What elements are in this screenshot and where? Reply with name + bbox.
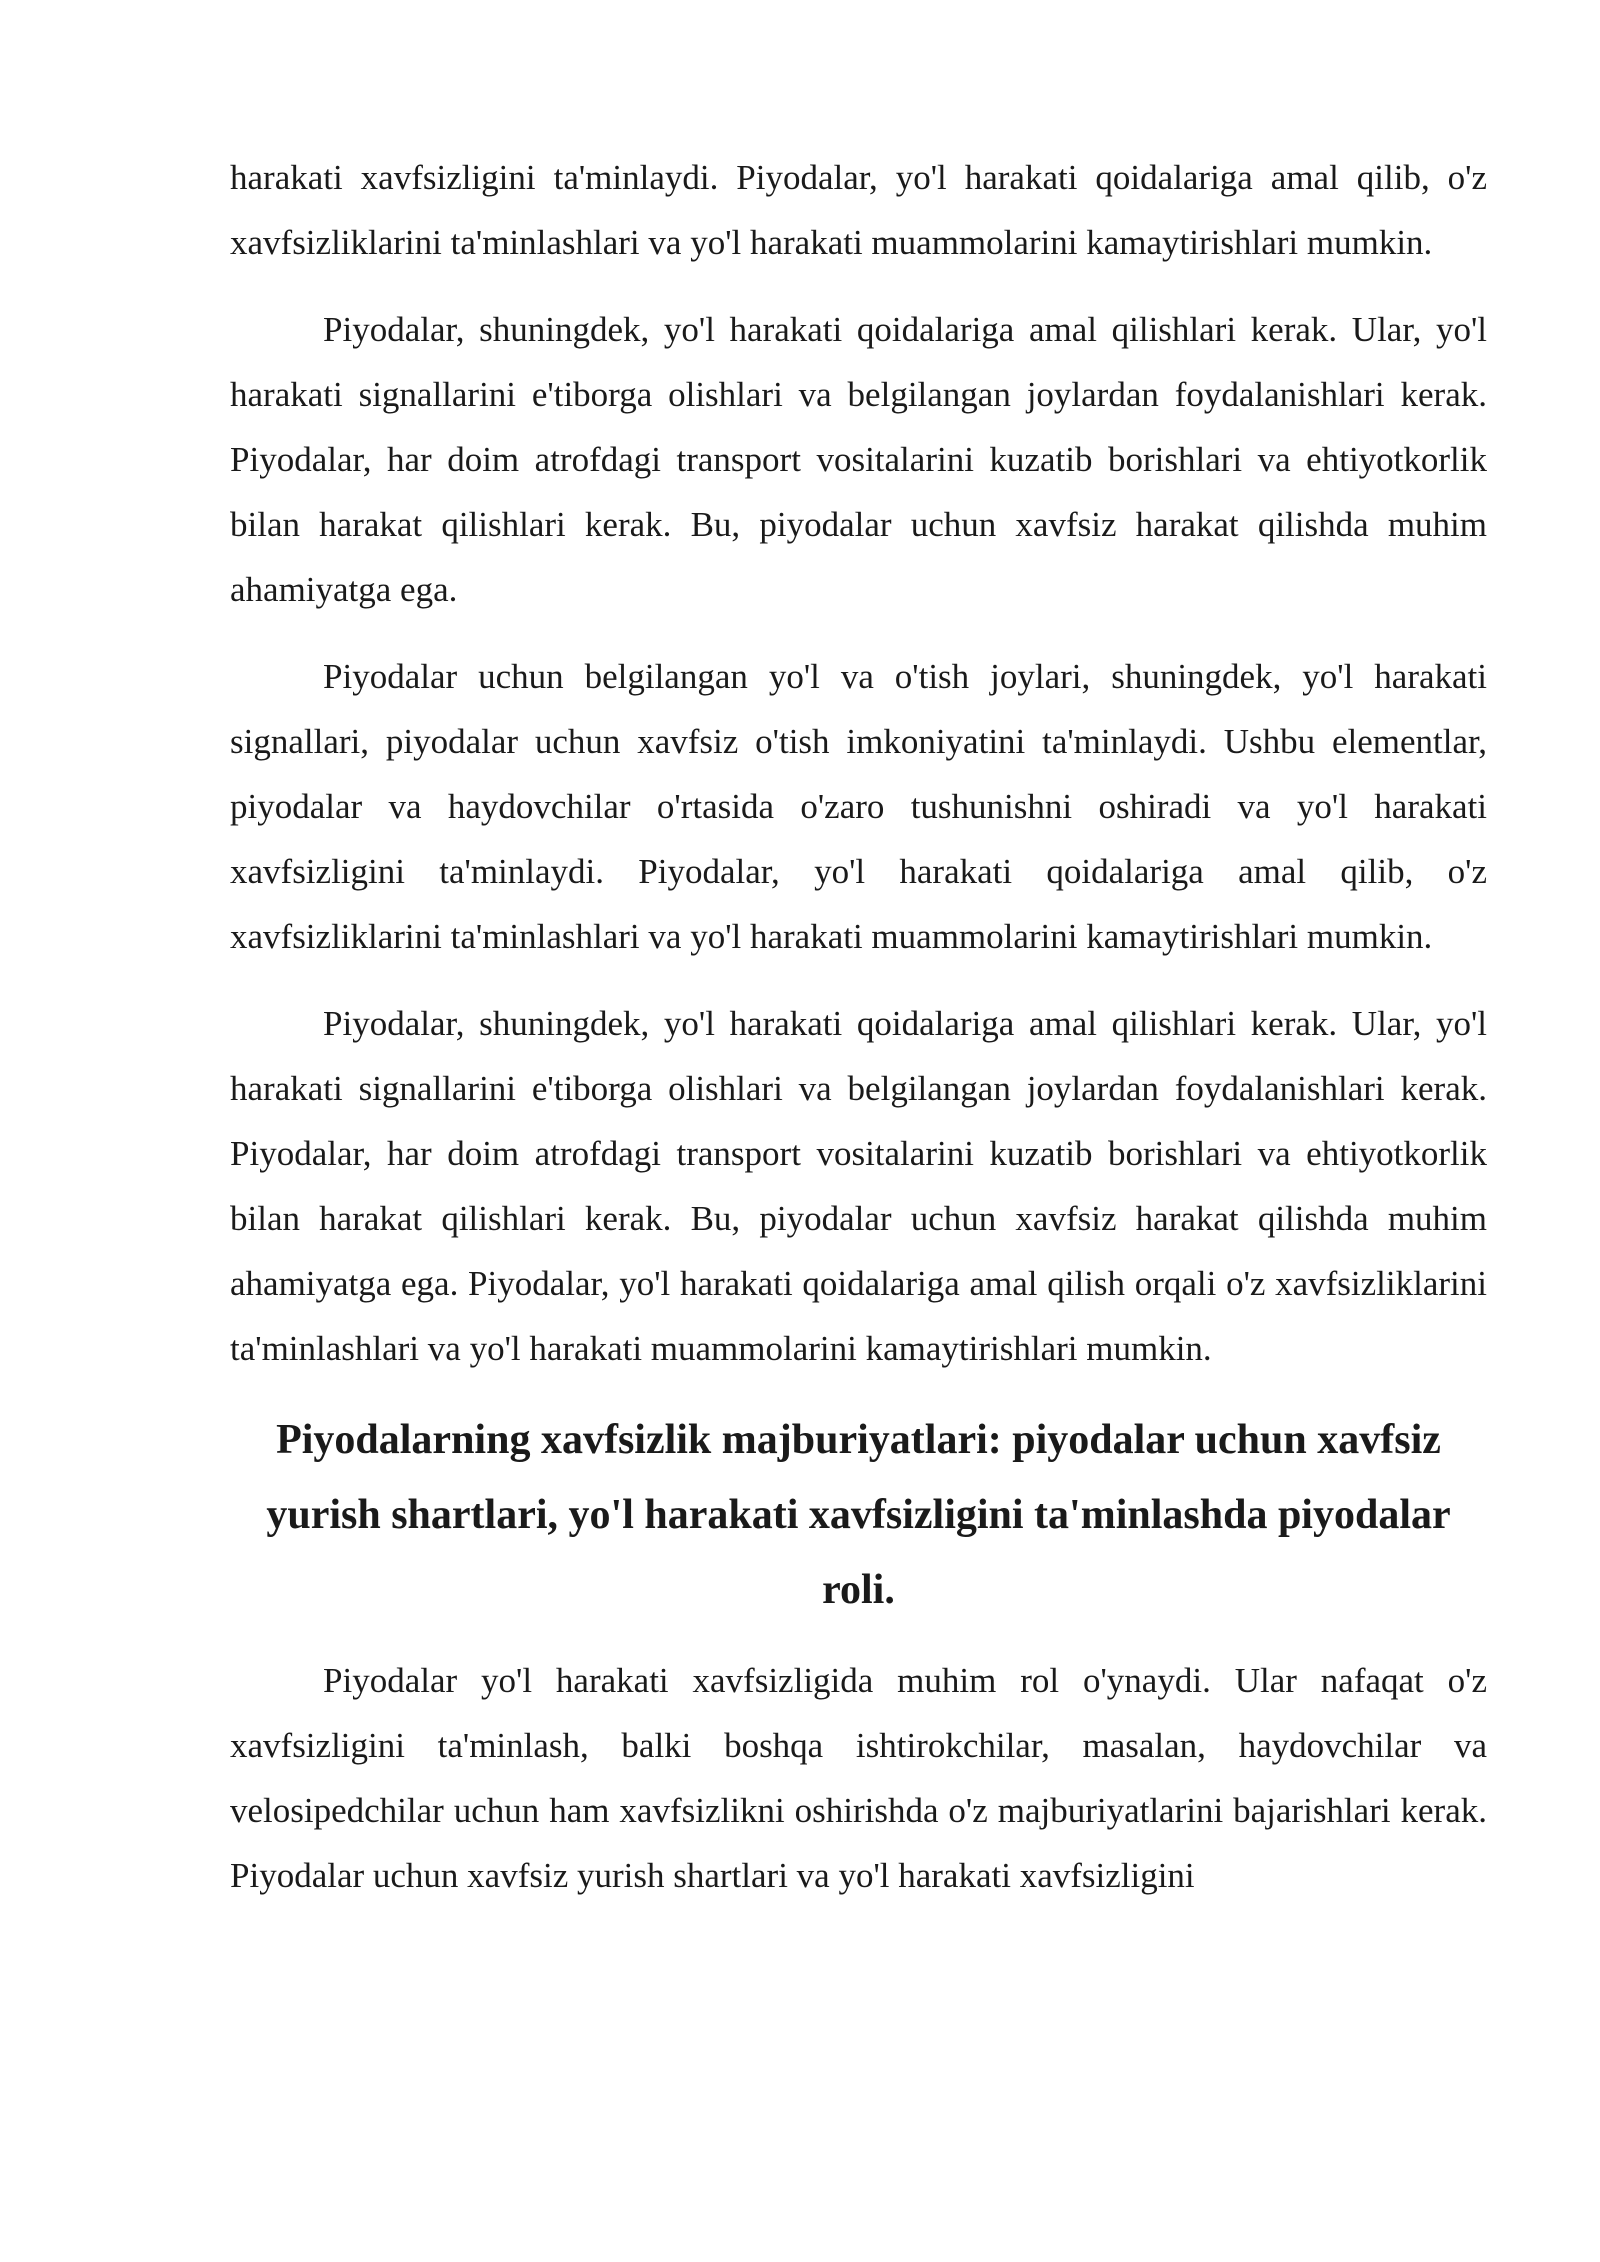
paragraph: Piyodalar uchun belgilangan yo'l va o'tish joylari, shuningdek, yo'l harakati signallari, piyodalar uchun xavfsiz o'tish imkoniyatini ta'minlaydi. Ushbu elementlar, piyodalar va haydovchilar o'rtasida o'zaro tushunishni oshiradi va yo'l harakati xavfsizligini ta'minlaydi. Piyodalar, yo'l harakati qoidalariga amal qilib, o'z xavfsizliklarini ta'minlashlari va yo'l harakati muammolarini kamaytirishlari mumkin. (230, 657, 1487, 956)
paragraph-continued: harakati xavfsizligini ta'minlaydi. Piyodalar, yo'l harakati qoidalariga amal qilib, o'z xavfsizliklarini ta'minlashlari va yo'l harakati muammolarini kamaytirishlari mumkin. (230, 158, 1487, 262)
paragraph: Piyodalar, shuningdek, yo'l harakati qoidalariga amal qilishlari kerak. Ular, yo'l harakati signallarini e'tiborga olishlari va belgilangan joylardan foydalanishlari kerak. Piyodalar, har doim atrofdagi transport vositalarini kuzatib borishlari va ehtiyotkorlik bilan harakat qilishlari kerak. Bu, piyodalar uchun xavfsiz harakat qilishda muhim ahamiyatga ega. (230, 310, 1487, 609)
section-heading: Piyodalarning xavfsizlik majburiyatlari: piyodalar uchun xavfsiz yurish shartlari, yo'l harakati xavfsizligini ta'minlashda piyodalar roli. (266, 1417, 1451, 1613)
paragraph: Piyodalar yo'l harakati xavfsizligida muhim rol o'ynaydi. Ular nafaqat o'z xavfsizligini ta'minlash, balki boshqa ishtirokchilar, masalan, haydovchilar va velosipedchilar uchun ham xavfsizlikni oshirishda o'z majburiyatlarini bajarishlari kerak. Piyodalar uchun xavfsiz yurish shartlari va yo'l harakati xavfsizligini (230, 1661, 1487, 1895)
document-body (230, 145, 1487, 1930)
paragraph: Piyodalar, shuningdek, yo'l harakati qoidalariga amal qilishlari kerak. Ular, yo'l harakati signallarini e'tiborga olishlari va belgilangan joylardan foydalanishlari kerak. Piyodalar, har doim atrofdagi transport vositalarini kuzatib borishlari va ehtiyotkorlik bilan harakat qilishlari kerak. Bu, piyodalar uchun xavfsiz harakat qilishda muhim ahamiyatga ega. Piyodalar, yo'l harakati qoidalariga amal qilish orqali o'z xavfsizliklarini ta'minlashlari va yo'l harakati muammolarini kamaytirishlari mumkin. (230, 1004, 1487, 1368)
